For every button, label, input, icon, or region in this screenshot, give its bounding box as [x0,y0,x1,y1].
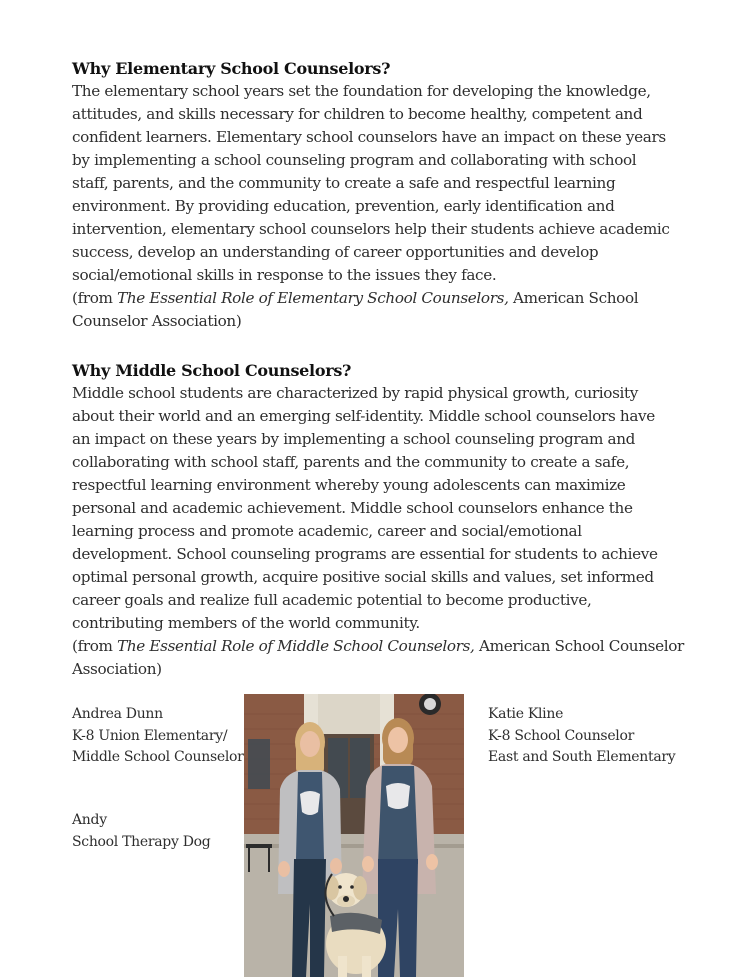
middle-citation-line2: Association) [72,660,162,678]
citation-suffix: American School [508,289,639,307]
middle-section [72,360,682,681]
middle-heading: Why Middle School Counselors? [72,361,352,380]
caption-katie [488,704,675,769]
middle-line: collaborating with school staff, parents and the community to create a safe, [72,453,630,471]
elementary-paragraph [72,80,682,333]
caption-role: School Therapy Dog [72,833,211,850]
middle-line: respectful learning environment whereby young adolescents can maximize [72,476,626,494]
middle-line: career goals and realize full academic potential to become productive, [72,591,592,609]
elementary-line: intervention, elementary school counselors help their students achieve academic [72,220,670,238]
citation-prefix: (from [72,289,118,307]
citation-title: The Essential Role of Middle School Counselors, [117,637,475,655]
middle-line: personal and academic achievement. Middle school counselors enhance the [72,499,633,517]
elementary-line: environment. By providing education, prevention, early identification and [72,197,615,215]
elementary-line: by implementing a school counseling program and collaborating with school [72,151,637,169]
caption-name: Andy [72,812,107,828]
elementary-heading: Why Elementary School Counselors? [72,59,391,78]
elementary-line: attitudes, and skills necessary for children to become healthy, competent and [72,105,643,123]
middle-line: contributing members of the world community. [72,614,420,632]
caption-role: K-8 School Counselor [488,727,635,744]
elementary-line: social/emotional skills in response to the issues they face. [72,266,497,284]
citation-prefix: (from [72,637,118,655]
citation-suffix: American School Counselor [474,637,684,655]
caption-role: East and South Elementary [488,749,676,765]
middle-line: learning process and promote academic, career and social/emotional [72,522,582,540]
middle-line: Middle school students are characterized by rapid physical growth, curiosity [72,384,639,402]
citation-title: The Essential Role of Elementary School Counselors, [117,289,509,307]
elementary-line: confident learners. Elementary school counselors have an impact on these years [72,128,666,146]
caption-role: Middle School Counselor [72,749,244,765]
elementary-line: The elementary school years set the foundation for developing the knowledge, [72,82,651,100]
elementary-section [72,58,682,333]
middle-line: optimal personal growth, acquire positive social skills and values, set informed [72,568,654,586]
caption-andy [72,810,210,853]
middle-citation [72,635,682,658]
caption-role: K-8 Union Elementary/ [72,727,228,744]
middle-line: an impact on these years by implementing a school counseling program and [72,430,636,448]
elementary-line: success, develop an understanding of career opportunities and develop [72,243,599,261]
caption-name: Andrea Dunn [72,706,163,722]
caption-andrea [72,704,244,769]
middle-paragraph [72,382,682,681]
elementary-citation-line2: Counselor Association) [72,312,242,330]
counselors-photo [244,694,464,977]
middle-line: development. School counseling programs are essential for students to achieve [72,545,658,563]
caption-name: Katie Kline [488,706,564,722]
middle-line: about their world and an emerging self-identity. Middle school counselors have [72,407,655,425]
elementary-line: staff, parents, and the community to create a safe and respectful learning [72,174,616,192]
elementary-citation [72,287,682,310]
photo-illustration [244,694,464,977]
